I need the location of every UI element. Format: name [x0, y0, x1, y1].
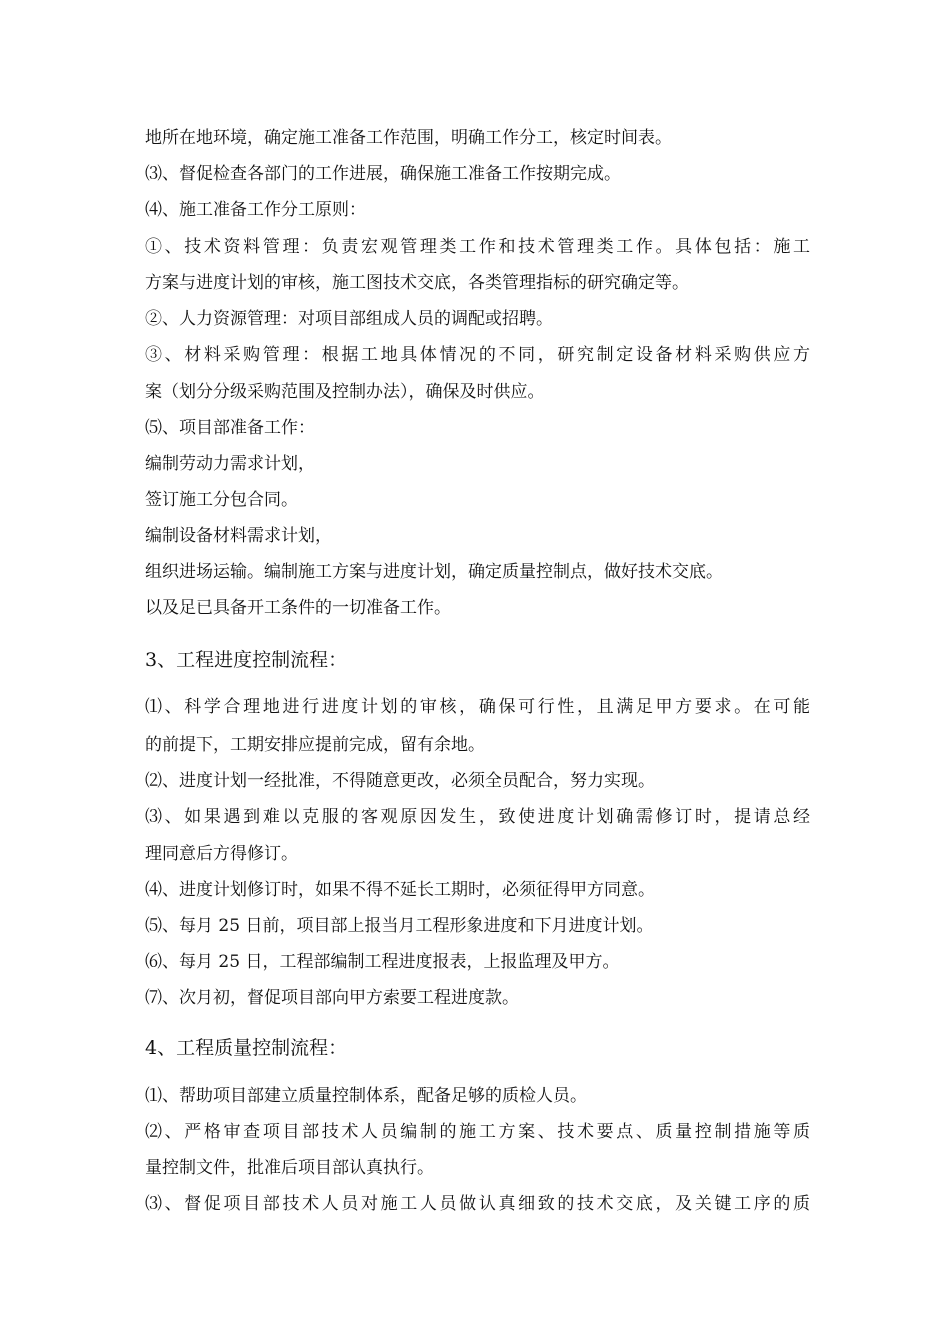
- section-heading: 4、工程质量控制流程：: [145, 1037, 348, 1059]
- body-text-line: 地所在地环境，确定施工准备工作范围，明确工作分工，核定时间表。: [145, 128, 672, 148]
- section-heading: 3、工程进度控制流程：: [145, 649, 348, 671]
- body-text-line: ⑹、每月 25 日，工程部编制工程进度报表，上报监理及甲方。: [145, 952, 620, 972]
- body-text-line: ⑶、督促项目部技术人员对施工人员做认真细致的技术交底，及关键工序的质: [145, 1194, 810, 1214]
- body-text-line: ⑴、帮助项目部建立质量控制体系，配备足够的质检人员。: [145, 1086, 587, 1106]
- body-text-line: ⑷、进度计划修订时，如果不得不延长工期时，必须征得甲方同意。: [145, 880, 655, 900]
- body-text-line: ⑷、施工准备工作分工原则：: [145, 200, 366, 220]
- body-text-line: ⑺、次月初，督促项目部向甲方索要工程进度款。: [145, 988, 519, 1008]
- body-text-line: ⑶、如果遇到难以克服的客观原因发生，致使进度计划确需修订时，提请总经: [145, 807, 810, 827]
- body-text-line: ③、材料采购管理：根据工地具体情况的不同，研究制定设备材料采购供应方: [145, 345, 810, 365]
- body-text-line: 编制设备材料需求计划，: [145, 526, 332, 546]
- body-text-line: 量控制文件，批准后项目部认真执行。: [145, 1158, 434, 1178]
- body-text-line: 组织进场运输。编制施工方案与进度计划，确定质量控制点，做好技术交底。: [145, 562, 723, 582]
- body-text-line: ②、人力资源管理：对项目部组成人员的调配或招聘。: [145, 309, 553, 329]
- body-text-line: 理同意后方得修订。: [145, 844, 298, 864]
- body-text-line: ⑴、科学合理地进行进度计划的审核，确保可行性，且满足甲方要求。在可能: [145, 697, 810, 717]
- body-text-line: ⑸、项目部准备工作：: [145, 418, 315, 438]
- body-text-line: 的前提下，工期安排应提前完成，留有余地。: [145, 735, 485, 755]
- body-text-line: ⑵、严格审查项目部技术人员编制的施工方案、技术要点、质量控制措施等质: [145, 1122, 810, 1142]
- body-text-line: ⑵、进度计划一经批准，不得随意更改，必须全员配合，努力实现。: [145, 771, 655, 791]
- body-text-line: 签订施工分包合同。: [145, 490, 298, 510]
- body-text-line: ⑸、每月 25 日前，项目部上报当月工程形象进度和下月进度计划。: [145, 916, 654, 936]
- body-text-line: 以及足已具备开工条件的一切准备工作。: [145, 598, 451, 618]
- body-text-line: 案（划分分级采购范围及控制办法），确保及时供应。: [145, 382, 545, 402]
- body-text-line: ⑶、督促检查各部门的工作进展，确保施工准备工作按期完成。: [145, 164, 621, 184]
- body-text-line: ①、技术资料管理：负责宏观管理类工作和技术管理类工作。具体包括：施工: [145, 237, 810, 257]
- body-text-line: 编制劳动力需求计划，: [145, 454, 315, 474]
- body-text-line: 方案与进度计划的审核，施工图技术交底，各类管理指标的研究确定等。: [145, 273, 689, 293]
